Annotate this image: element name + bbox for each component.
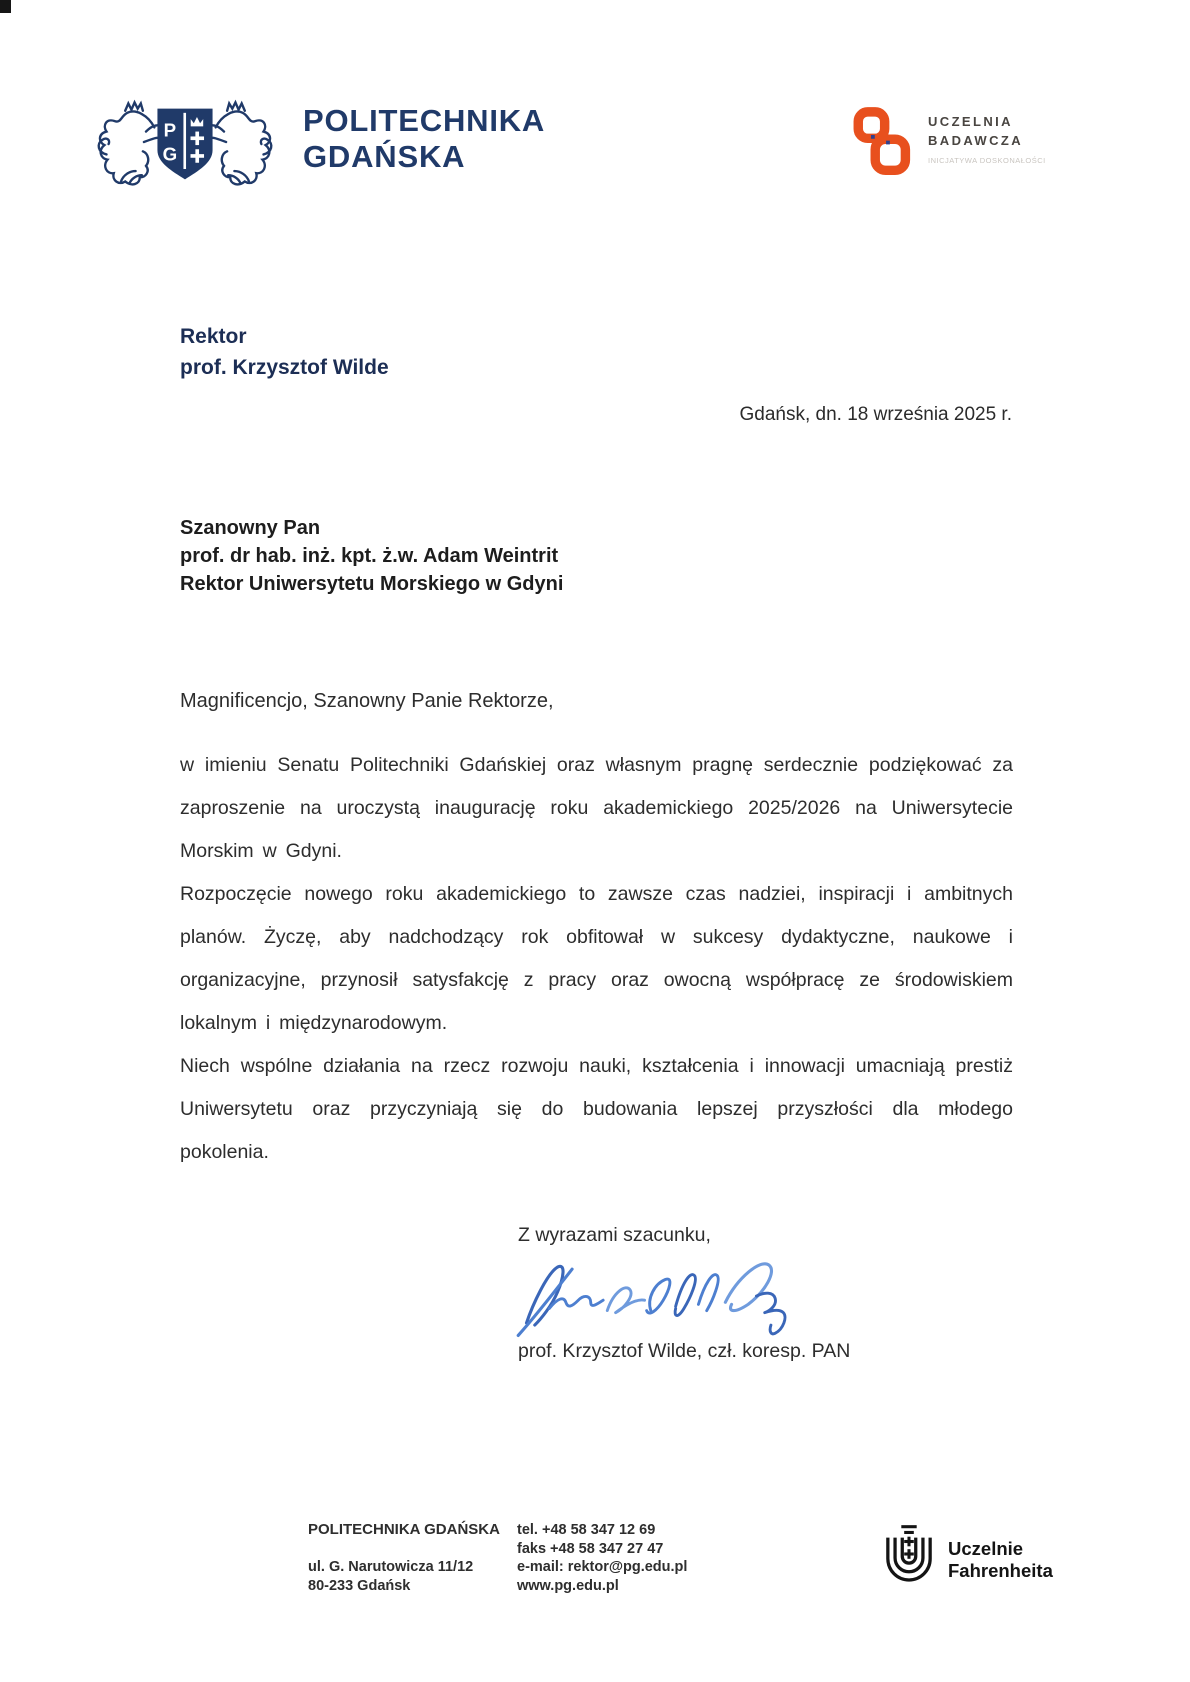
footer-address-column [308,1521,500,1596]
lion-right-icon [213,102,272,184]
recipient-salutation: Szanowny Pan [180,517,321,539]
recipient-name: prof. dr hab. inż. kpt. ż.w. Adam Weintrit [180,545,559,567]
partner-logo-line1: Uczelnie [948,1538,1024,1559]
sender-name: prof. Krzysztof Wilde [180,356,389,379]
footer-street: ul. G. Narutowicza 11/12 [308,1559,474,1575]
paragraph-1: w imieniu Senatu Politechniki Gdańskiej oraz własnym pragnę serdecznie podziękować za zaproszenie na uroczystą inaugurację roku akademickiego 2025/2026 na Uniwersytecie Morskim w Gdyni. [180,754,1013,862]
recipient-position: Rektor Uniwersytetu Morskiego w Gdyni [180,573,564,595]
handwritten-signature [512,1242,802,1346]
uczelnia-badawcza-icon [846,104,912,182]
footer-email: e-mail: rektor@pg.edu.pl [517,1559,688,1575]
sender-block [180,321,389,383]
research-badge-subtitle: INICJATYWA DOSKONAŁOŚCI [928,156,1046,165]
pg-crest-logo [94,96,276,190]
university-name [303,103,545,175]
university-name-line1: POLITECHNIKA [303,103,546,138]
shield-icon [157,109,212,180]
sender-title: Rektor [180,325,247,348]
crest-letter-g: G [162,143,178,165]
footer-phone: tel. +48 58 347 12 69 [517,1522,656,1538]
university-name-line2: GDAŃSKA [303,139,466,174]
fahrenheit-universities-icon [884,1524,934,1584]
uczelnia-badawcza-logo [846,100,1046,182]
signature-name: prof. Krzysztof Wilde, czł. koresp. PAN [518,1340,851,1362]
crest-letter-p: P [163,119,177,141]
footer-website: www.pg.edu.pl [517,1577,619,1594]
dateline: Gdańsk, dn. 18 września 2025 r. [739,404,1012,425]
fahrenheit-universities-logo [884,1524,1053,1584]
recipient-block [180,514,563,598]
paragraph-3: Niech wspólne działania na rzecz rozwoju nauki, kształcenia i innowacji umacniają prestiż Uniwersytetu oraz przyczyniają się do budowania lepszej przyszłości dla młodego pokolenia. [180,1055,1013,1163]
footer-city: 80-233 Gdańsk [308,1578,411,1594]
partner-logo-line2: Fahrenheita [948,1560,1053,1581]
scan-artifact [0,0,11,13]
footer-contact-column [517,1521,687,1595]
footer-fax: faks +48 58 347 27 47 [517,1540,664,1557]
research-badge-line2: BADAWCZA [928,133,1024,148]
letter-closing: Z wyrazami szacunku, [518,1224,711,1246]
letter-body [180,744,1013,1174]
letter-greeting: Magnificencjo, Szanowny Panie Rektorze, [180,690,554,712]
footer-institution: POLITECHNIKA GDAŃSKA [308,1521,500,1538]
lion-left-icon [99,102,158,184]
paragraph-2: Rozpoczęcie nowego roku akademickiego to zawsze czas nadziei, inspiracji i ambitnych planów. Życzę, aby nadchodzący rok obfitował w sukcesy dydaktyczne, naukowe i organizacyjne, przynosił satysfakcję z pracy oraz owocną współpracę ze środowiskiem lokalnym i międzynarodowym. [180,883,1013,1034]
research-badge-line1: UCZELNIA [928,114,1013,129]
